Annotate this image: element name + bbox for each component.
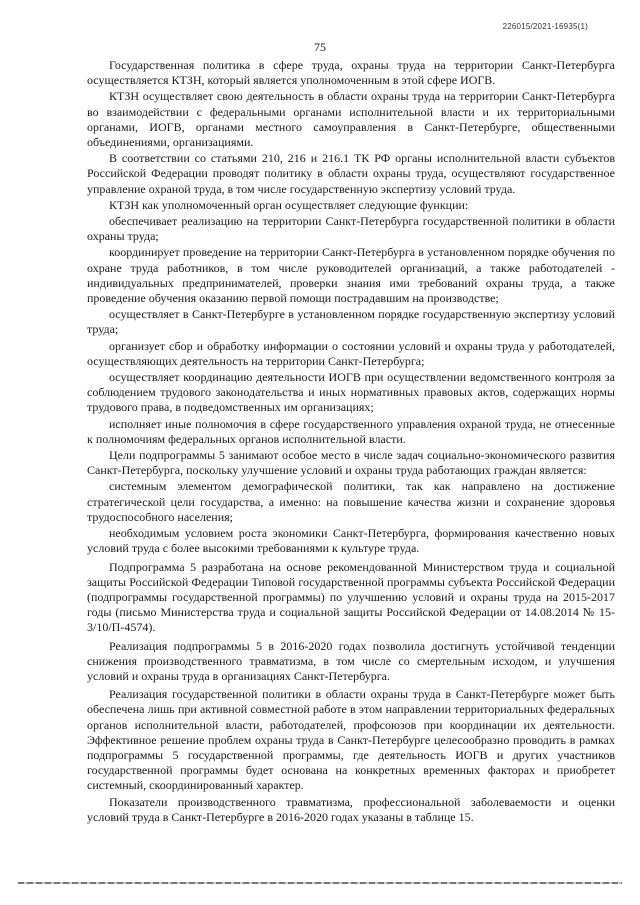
document-body [87, 58, 615, 826]
page-number: 75 [314, 40, 326, 54]
list-item: координирует проведение на территории Санкт-Петербурга в установленном порядке обучения по охране труда работников, в том числе руководителей организаций, а также работодателей - индивидуальных предпринимателей, проверки знания ими требований охраны труда, а также проведение обучения оказанию первой помощи пострадавшим на производстве; [87, 245, 615, 306]
list-item: необходимым условием роста экономики Санкт-Петербурга, формирования качественно новых условий труда с более высокими требованиями к культуре труда. [87, 526, 615, 556]
list-item: организует сбор и обработку информации о состоянии условий и охраны труда у работодателей, осуществляющих деятельность на территории Санкт-Петербурга; [87, 338, 615, 368]
paragraph: Показатели производственного травматизма, профессиональной заболеваемости и оценки условий труда в Санкт-Петербурге в 2016-2020 годах указаны в таблице 15. [87, 794, 615, 824]
paragraph: КТЗН как уполномоченный орган осуществляет следующие функции: [109, 197, 469, 212]
document-registration-number: 226015/2021-16935(1) [502, 22, 588, 31]
scan-edge-line [18, 882, 622, 884]
list-item: осуществляет координацию деятельности ИОГВ при осуществлении ведомственного контроля за соблюдением трудового законодательства и иных нормативных правовых актов, содержащих нормы трудового права, в подведомственных им организациях; [87, 370, 615, 415]
paragraph: В соответствии со статьями 210, 216 и 216.1 ТК РФ органы исполнительной власти субъектов Российской Федерации проводят политику в области охраны труда, осуществляют государственное управление охраной труда, в том числе государственную экспертизу условий труда. [87, 151, 615, 196]
paragraph: КТЗН осуществляет свою деятельность в области охраны труда на территории Санкт-Петербурга во взаимодействии с федеральными органами исполнительной власти и их территориальными органами, ИОГВ, органами местного самоуправления в Санкт-Петербурге, общественными объединениями, организациями. [87, 89, 615, 150]
list-item: исполняет иные полномочия в сфере государственного управления охраной труда, не отнесенные к полномочиям федеральных органов исполнительной власти. [87, 416, 615, 446]
list-item: осуществляет в Санкт-Петербурге в установленном порядке государственную экспертизу условий труда; [87, 307, 615, 337]
paragraph: Реализация государственной политики в области охраны труда в Санкт-Петербурге может быть обеспечена лишь при активной совместной работе в этом направлении территориальных федеральных органов исполнительной власти, работодателей, профсоюзов при координации их деятельности. Эффективное решение проблем охраны труда в Санкт-Петербурге целесообразно проводить в рамках подпрограммы 5 государственной программы, где деятельность ИОГВ и других участников государственной программы будет основана на конкретных временных факторах и приобретет системный, скоординированный характер. [87, 687, 615, 793]
paragraph: Подпрограмма 5 разработана на основе рекомендованной Министерством труда и социальной защиты Российской Федерации Типовой государственной программы субъекта Российской Федерации (подпрограммы государственной программы) по улучшению условий и охраны труда на 2015-2017 годы (письмо Министерства труда и социальной защиты Российской Федерации от 14.08.2014 № 15-3/10/П-4574). [87, 559, 615, 635]
list-item: обеспечивает реализацию на территории Санкт-Петербурга государственной политики в области охраны труда; [87, 214, 615, 244]
paragraph: Цели подпрограммы 5 занимают особое место в числе задач социально-экономического развития Санкт-Петербурга, поскольку улучшение условий и охраны труда работающих граждан является: [87, 448, 615, 478]
paragraph: Реализация подпрограммы 5 в 2016-2020 годах позволила достигнуть устойчивой тенденции снижения производственного травматизма, в том числе со смертельным исходом, и улучшения условий и охраны труда в организациях Санкт-Петербурга. [87, 638, 615, 683]
paragraph: Государственная политика в сфере труда, охраны труда на территории Санкт-Петербурга осуществляется КТЗН, который является уполномоченным в этой сфере ИОГВ. [87, 58, 615, 88]
list-item: системным элементом демографической политики, так как направлено на достижение стратегической цели государства, а именно: на повышение качества жизни и сохранение здоровья трудоспособного населения; [87, 479, 615, 524]
